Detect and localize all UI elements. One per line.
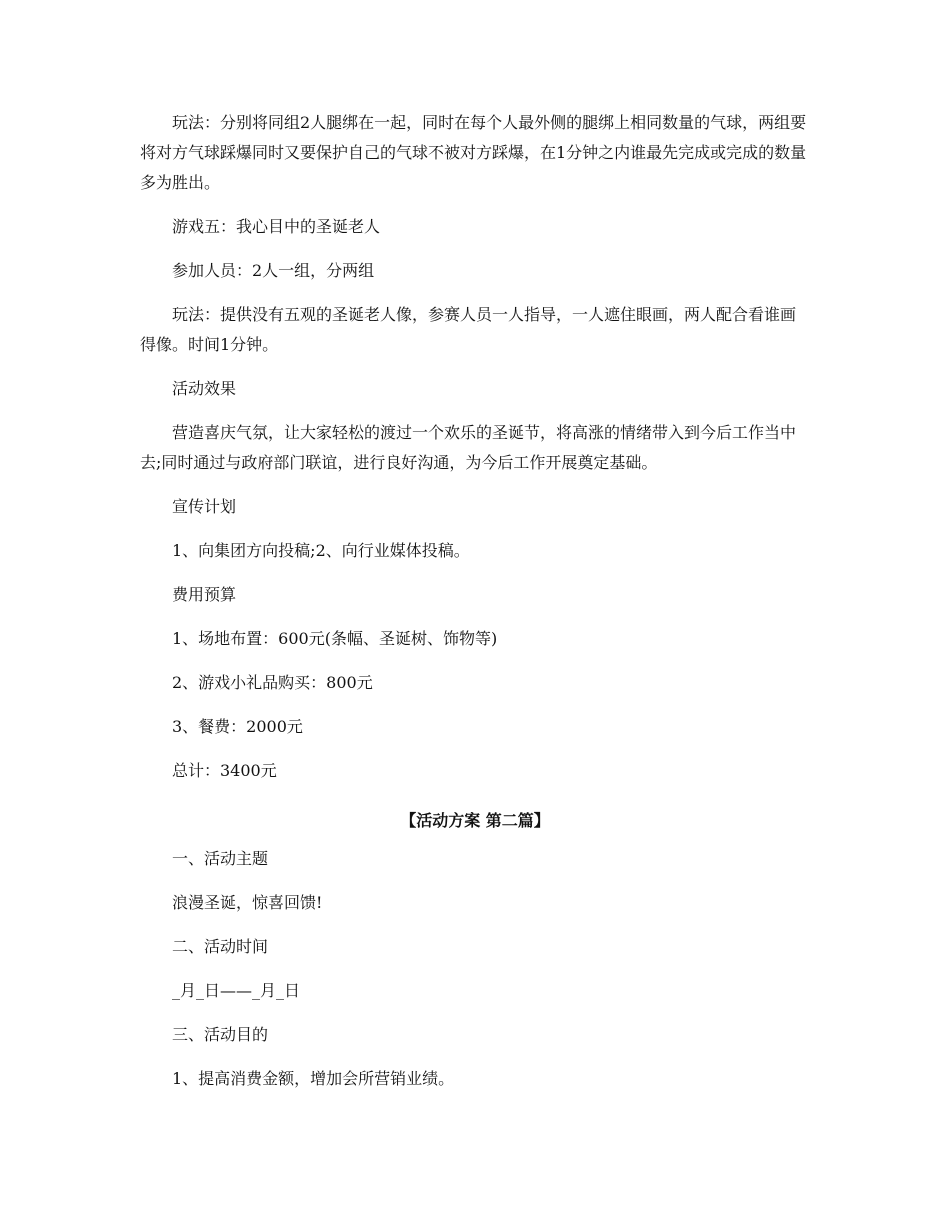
heading-budget: 费用预算	[172, 585, 237, 604]
heading-game-five: 游戏五：我心目中的圣诞老人	[172, 217, 381, 236]
paragraph-purpose-1: 1、提高消费金额，增加会所营销业绩。	[172, 1069, 455, 1088]
section-title: 【活动方案 第二篇】	[400, 811, 550, 830]
heading-activity-effect: 活动效果	[172, 379, 237, 398]
paragraph-theme: 浪漫圣诞，惊喜回馈!	[172, 893, 323, 912]
paragraph-publicity-plan: 1、向集团方向投稿;2、向行业媒体投稿。	[172, 541, 470, 560]
budget-total: 总计：3400元	[172, 761, 277, 780]
heading-theme: 一、活动主题	[172, 849, 269, 868]
heading-publicity-plan: 宣传计划	[172, 497, 237, 516]
paragraph-time: _月_日——_月_日	[172, 981, 301, 1000]
paragraph-participants: 参加人员：2人一组，分两组	[172, 261, 375, 280]
budget-item-meals: 3、餐费：2000元	[172, 717, 303, 736]
paragraph-game-five-rules: 玩法：提供没有五观的圣诞老人像，参赛人员一人指导，一人遮住眼画，两人配合看谁画得像。时间1分钟。	[140, 305, 797, 354]
paragraph-game-rules: 玩法：分别将同组2人腿绑在一起，同时在每个人最外侧的腿绑上相同数量的气球，两组要将对方气球踩爆同时又要保护自己的气球不被对方踩爆，在1分钟之内谁最先完成或完成的数量多为胜出。	[140, 113, 807, 192]
paragraph-activity-effect: 营造喜庆气氛，让大家轻松的渡过一个欢乐的圣诞节，将高涨的情绪带入到今后工作当中去;同时通过与政府部门联谊，进行良好沟通，为今后工作开展奠定基础。	[140, 423, 797, 472]
heading-time: 二、活动时间	[172, 937, 269, 956]
heading-purpose: 三、活动目的	[172, 1025, 269, 1044]
budget-item-venue: 1、场地布置：600元(条幅、圣诞树、饰物等)	[172, 629, 498, 648]
budget-item-gifts: 2、游戏小礼品购买：800元	[172, 673, 373, 692]
